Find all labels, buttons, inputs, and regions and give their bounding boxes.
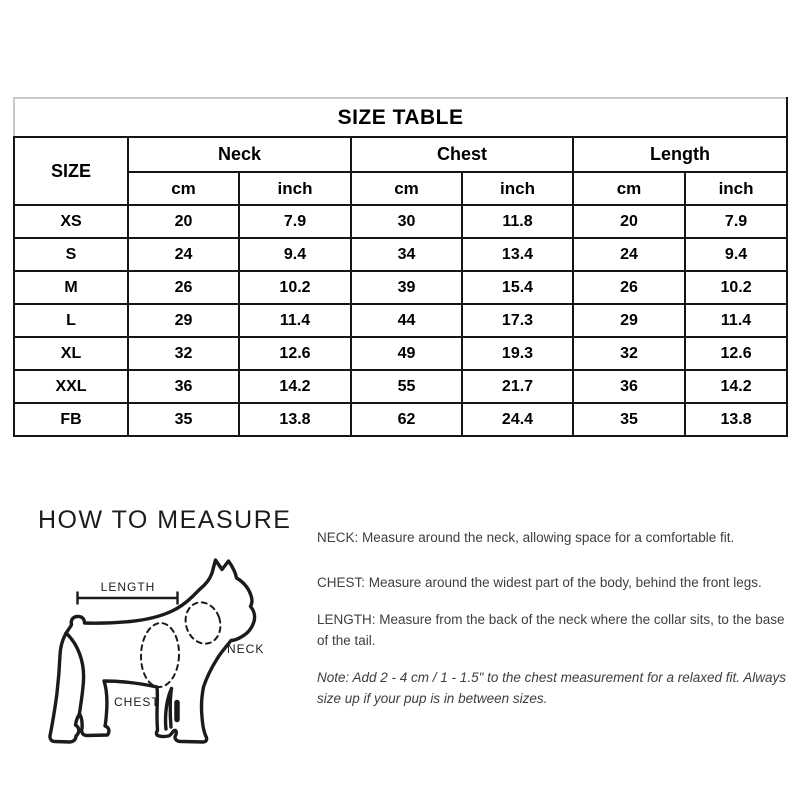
- measurement-cell: 35: [128, 403, 239, 436]
- measurement-cell: 9.4: [239, 238, 351, 271]
- table-row-xxl: [14, 370, 787, 403]
- table-row-s: [14, 238, 787, 271]
- table-row-m: [14, 271, 787, 304]
- measurement-cell: 14.2: [239, 370, 351, 403]
- group-header-chest: Chest: [351, 137, 573, 172]
- measurement-cell: 14.2: [685, 370, 787, 403]
- unit-header: cm: [128, 172, 239, 205]
- measurement-cell: 44: [351, 304, 462, 337]
- table-unit-header-row: [14, 172, 787, 205]
- measurement-cell: 10.2: [685, 271, 787, 304]
- measurement-cell: 24.4: [462, 403, 573, 436]
- measurement-cell: 11.8: [462, 205, 573, 238]
- measurement-cell: 24: [573, 238, 685, 271]
- measurement-cell: 29: [128, 304, 239, 337]
- measurement-cell: 19.3: [462, 337, 573, 370]
- measurement-cell: 34: [351, 238, 462, 271]
- measurement-cell: 11.4: [685, 304, 787, 337]
- measurement-cell: 62: [351, 403, 462, 436]
- unit-header: inch: [239, 172, 351, 205]
- table-group-header-row: [14, 137, 787, 172]
- neck-label: NECK: [227, 642, 265, 656]
- measurement-cell: 24: [128, 238, 239, 271]
- measurement-cell: 21.7: [462, 370, 573, 403]
- size-label: S: [14, 238, 128, 271]
- measurement-cell: 10.2: [239, 271, 351, 304]
- unit-header: inch: [685, 172, 787, 205]
- measurement-cell: 20: [573, 205, 685, 238]
- measurement-cell: 13.4: [462, 238, 573, 271]
- group-header-length: Length: [573, 137, 787, 172]
- size-label: FB: [14, 403, 128, 436]
- measurement-cell: 30: [351, 205, 462, 238]
- measurement-cell: 15.4: [462, 271, 573, 304]
- sizing-note: Note: Add 2 - 4 cm / 1 - 1.5" to the chest measurement for a relaxed fit. Always size up if your pup is in between sizes.: [317, 670, 786, 706]
- measurement-cell: 7.9: [239, 205, 351, 238]
- measurement-cell: 12.6: [685, 337, 787, 370]
- measurement-cell: 13.8: [239, 403, 351, 436]
- chest-label: CHEST: [114, 695, 160, 709]
- measurement-cell: 55: [351, 370, 462, 403]
- dog-measurement-diagram: [30, 545, 300, 775]
- length-instruction: LENGTH: Measure from the back of the neck where the collar sits, to the base of the tail.: [317, 612, 785, 648]
- table-title-row: [14, 98, 787, 137]
- measurement-cell: 36: [573, 370, 685, 403]
- size-label: XS: [14, 205, 128, 238]
- neck-instruction: NECK: Measure around the neck, allowing space for a comfortable fit.: [317, 530, 735, 545]
- measurement-cell: 49: [351, 337, 462, 370]
- size-column-header: SIZE: [14, 137, 128, 205]
- size-table: [13, 97, 788, 437]
- size-label: XL: [14, 337, 128, 370]
- length-label: LENGTH: [100, 580, 156, 594]
- measurement-cell: 32: [573, 337, 685, 370]
- measurement-cell: 26: [573, 271, 685, 304]
- table-row-l: [14, 304, 787, 337]
- size-label: XXL: [14, 370, 128, 403]
- measurement-cell: 36: [128, 370, 239, 403]
- chest-instruction: CHEST: Measure around the widest part of the body, behind the front legs.: [317, 575, 762, 590]
- table-title: SIZE TABLE: [14, 98, 787, 137]
- measurement-cell: 20: [128, 205, 239, 238]
- how-to-measure-heading: HOW TO MEASURE: [38, 506, 292, 534]
- measurement-cell: 39: [351, 271, 462, 304]
- size-label: L: [14, 304, 128, 337]
- size-label: M: [14, 271, 128, 304]
- measurement-cell: 17.3: [462, 304, 573, 337]
- measurement-cell: 12.6: [239, 337, 351, 370]
- measurement-cell: 13.8: [685, 403, 787, 436]
- table-row-fb: [14, 403, 787, 436]
- measurement-cell: 29: [573, 304, 685, 337]
- measurement-cell: 11.4: [239, 304, 351, 337]
- measurement-cell: 32: [128, 337, 239, 370]
- table-row-xl: [14, 337, 787, 370]
- measurement-cell: 7.9: [685, 205, 787, 238]
- group-header-neck: Neck: [128, 137, 351, 172]
- measurement-cell: 26: [128, 271, 239, 304]
- measurement-cell: 9.4: [685, 238, 787, 271]
- measurement-cell: 35: [573, 403, 685, 436]
- unit-header: cm: [573, 172, 685, 205]
- unit-header: inch: [462, 172, 573, 205]
- table-row-xs: [14, 205, 787, 238]
- measure-instructions: [317, 527, 795, 725]
- unit-header: cm: [351, 172, 462, 205]
